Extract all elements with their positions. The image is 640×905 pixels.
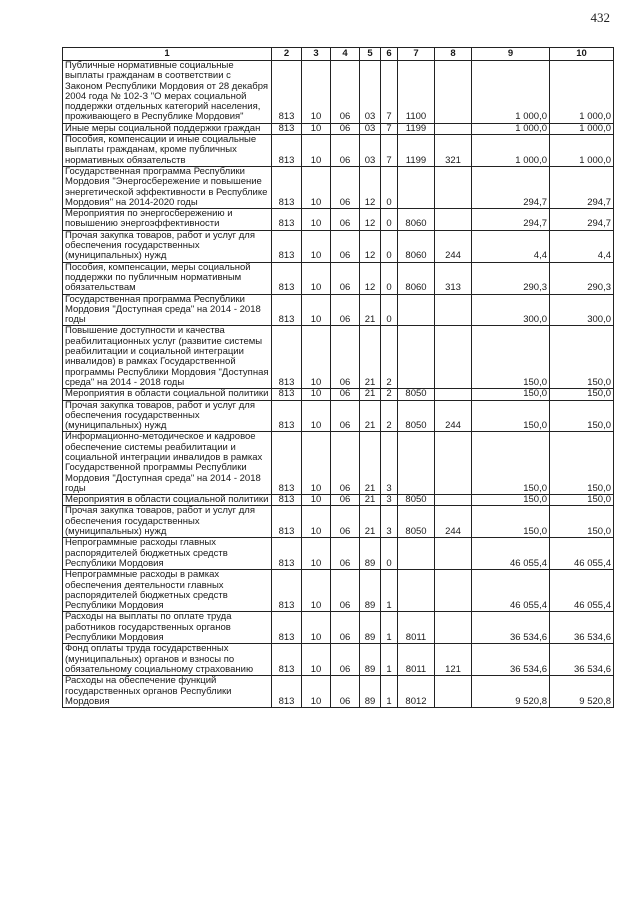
header-cell: 10 xyxy=(550,48,614,61)
program-code-cell: 21 xyxy=(360,326,381,389)
program-code-cell: 21 xyxy=(360,432,381,495)
ministry-code-cell: 813 xyxy=(272,230,302,262)
row-name-cell: Прочая закупка товаров, работ и услуг для обеспечения государственных (муниципальных) нужд xyxy=(63,506,272,538)
section-code-cell: 10 xyxy=(302,294,331,326)
section-code-cell: 10 xyxy=(302,400,331,432)
subprogram-code-cell: 7 xyxy=(381,123,398,134)
amount-total-cell: 9 520,8 xyxy=(550,676,614,708)
direction-code-cell: 8050 xyxy=(398,400,435,432)
program-code-cell: 89 xyxy=(360,644,381,676)
header-cell: 6 xyxy=(381,48,398,61)
row-name-cell: Публичные нормативные социальные выплаты гражданам в соответствии с Законом Республики Мордовия от 28 декабря 2004 года № 102-З "О мерах социальной поддержки отдельных категорий населения, проживающего в Республике Мордовия" xyxy=(63,61,272,124)
subsection-code-cell: 06 xyxy=(331,262,360,294)
ministry-code-cell: 813 xyxy=(272,538,302,570)
header-cell: 1 xyxy=(63,48,272,61)
amount-cell: 150,0 xyxy=(472,400,550,432)
ministry-code-cell: 813 xyxy=(272,166,302,208)
amount-total-cell: 1 000,0 xyxy=(550,135,614,167)
subprogram-code-cell: 2 xyxy=(381,400,398,432)
subsection-code-cell: 06 xyxy=(331,612,360,644)
ministry-code-cell: 813 xyxy=(272,262,302,294)
expense-type-cell xyxy=(435,326,472,389)
table-row xyxy=(63,570,614,612)
program-code-cell: 03 xyxy=(360,123,381,134)
table-row xyxy=(63,326,614,389)
ministry-code-cell: 813 xyxy=(272,123,302,134)
row-name-cell: Пособия, компенсации и иные социальные выплаты гражданам, кроме публичных нормативных обязательств xyxy=(63,135,272,167)
row-name-cell: Непрограммные расходы в рамках обеспечения деятельности главных распорядителей бюджетных средств Республики Мордовия xyxy=(63,570,272,612)
direction-code-cell xyxy=(398,166,435,208)
direction-code-cell: 8060 xyxy=(398,262,435,294)
header-cell: 8 xyxy=(435,48,472,61)
section-code-cell: 10 xyxy=(302,230,331,262)
subsection-code-cell: 06 xyxy=(331,326,360,389)
subprogram-code-cell: 0 xyxy=(381,294,398,326)
amount-total-cell: 294,7 xyxy=(550,209,614,231)
subsection-code-cell: 06 xyxy=(331,294,360,326)
amount-total-cell: 46 055,4 xyxy=(550,538,614,570)
budget-table xyxy=(62,47,614,708)
expense-type-cell: 244 xyxy=(435,400,472,432)
ministry-code-cell: 813 xyxy=(272,612,302,644)
amount-cell: 150,0 xyxy=(472,326,550,389)
amount-total-cell: 290,3 xyxy=(550,262,614,294)
subprogram-code-cell: 0 xyxy=(381,538,398,570)
subprogram-code-cell: 2 xyxy=(381,326,398,389)
row-name-cell: Мероприятия в области социальной политики xyxy=(63,389,272,400)
table-row xyxy=(63,135,614,167)
row-name-cell: Государственная программа Республики Мордовия "Доступная среда" на 2014 - 2018 годы xyxy=(63,294,272,326)
program-code-cell: 89 xyxy=(360,676,381,708)
program-code-cell: 89 xyxy=(360,538,381,570)
direction-code-cell: 1199 xyxy=(398,135,435,167)
page-number: 432 xyxy=(590,10,610,25)
header-cell: 5 xyxy=(360,48,381,61)
expense-type-cell xyxy=(435,676,472,708)
subsection-code-cell: 06 xyxy=(331,389,360,400)
subsection-code-cell: 06 xyxy=(331,432,360,495)
direction-code-cell: 8050 xyxy=(398,389,435,400)
amount-cell: 9 520,8 xyxy=(472,676,550,708)
section-code-cell: 10 xyxy=(302,262,331,294)
amount-total-cell: 294,7 xyxy=(550,166,614,208)
header-cell: 9 xyxy=(472,48,550,61)
ministry-code-cell: 813 xyxy=(272,389,302,400)
section-code-cell: 10 xyxy=(302,495,331,506)
amount-cell: 1 000,0 xyxy=(472,135,550,167)
expense-type-cell: 244 xyxy=(435,506,472,538)
subprogram-code-cell: 1 xyxy=(381,612,398,644)
subprogram-code-cell: 7 xyxy=(381,61,398,124)
amount-total-cell: 4,4 xyxy=(550,230,614,262)
row-name-cell: Повышение доступности и качества реабилитационных услуг (развитие системы реабилитации и социальной интеграции инвалидов) в рамках Государственной программы Республики Мордовия "Доступная среда" на 2014 - 2018 годы xyxy=(63,326,272,389)
ministry-code-cell: 813 xyxy=(272,209,302,231)
table-row xyxy=(63,432,614,495)
subprogram-code-cell: 2 xyxy=(381,389,398,400)
program-code-cell: 12 xyxy=(360,209,381,231)
program-code-cell: 03 xyxy=(360,61,381,124)
subsection-code-cell: 06 xyxy=(331,538,360,570)
row-name-cell: Непрограммные расходы главных распорядителей бюджетных средств Республики Мордовия xyxy=(63,538,272,570)
table-row xyxy=(63,262,614,294)
row-name-cell: Прочая закупка товаров, работ и услуг для обеспечения государственных (муниципальных) нужд xyxy=(63,400,272,432)
direction-code-cell: 1199 xyxy=(398,123,435,134)
subprogram-code-cell: 1 xyxy=(381,570,398,612)
amount-total-cell: 300,0 xyxy=(550,294,614,326)
direction-code-cell xyxy=(398,538,435,570)
amount-cell: 1 000,0 xyxy=(472,123,550,134)
ministry-code-cell: 813 xyxy=(272,495,302,506)
expense-type-cell: 313 xyxy=(435,262,472,294)
amount-total-cell: 150,0 xyxy=(550,495,614,506)
section-code-cell: 10 xyxy=(302,570,331,612)
row-name-cell: Пособия, компенсации, меры социальной поддержки по публичным нормативным обязательствам xyxy=(63,262,272,294)
row-name-cell: Мероприятия по энергосбережению и повышению энергоэффективности xyxy=(63,209,272,231)
table-row xyxy=(63,209,614,231)
direction-code-cell: 8011 xyxy=(398,612,435,644)
ministry-code-cell: 813 xyxy=(272,432,302,495)
expense-type-cell xyxy=(435,294,472,326)
program-code-cell: 12 xyxy=(360,230,381,262)
subprogram-code-cell: 0 xyxy=(381,209,398,231)
amount-cell: 294,7 xyxy=(472,166,550,208)
amount-total-cell: 1 000,0 xyxy=(550,61,614,124)
direction-code-cell: 8050 xyxy=(398,506,435,538)
expense-type-cell xyxy=(435,123,472,134)
header-cell: 3 xyxy=(302,48,331,61)
expense-type-cell xyxy=(435,209,472,231)
direction-code-cell xyxy=(398,294,435,326)
header-cell: 7 xyxy=(398,48,435,61)
program-code-cell: 21 xyxy=(360,495,381,506)
amount-cell: 1 000,0 xyxy=(472,61,550,124)
subsection-code-cell: 06 xyxy=(331,506,360,538)
direction-code-cell xyxy=(398,432,435,495)
table-row xyxy=(63,495,614,506)
amount-cell: 150,0 xyxy=(472,389,550,400)
program-code-cell: 21 xyxy=(360,389,381,400)
section-code-cell: 10 xyxy=(302,612,331,644)
table-row xyxy=(63,400,614,432)
section-code-cell: 10 xyxy=(302,676,331,708)
subprogram-code-cell: 1 xyxy=(381,676,398,708)
expense-type-cell xyxy=(435,570,472,612)
program-code-cell: 12 xyxy=(360,262,381,294)
direction-code-cell: 8050 xyxy=(398,495,435,506)
section-code-cell: 10 xyxy=(302,432,331,495)
header-cell: 2 xyxy=(272,48,302,61)
subprogram-code-cell: 0 xyxy=(381,262,398,294)
table-row xyxy=(63,676,614,708)
table-row xyxy=(63,644,614,676)
amount-cell: 150,0 xyxy=(472,432,550,495)
ministry-code-cell: 813 xyxy=(272,61,302,124)
table-row xyxy=(63,294,614,326)
ministry-code-cell: 813 xyxy=(272,644,302,676)
program-code-cell: 21 xyxy=(360,506,381,538)
amount-total-cell: 150,0 xyxy=(550,389,614,400)
amount-total-cell: 46 055,4 xyxy=(550,570,614,612)
table-row xyxy=(63,166,614,208)
section-code-cell: 10 xyxy=(302,538,331,570)
amount-total-cell: 36 534,6 xyxy=(550,644,614,676)
program-code-cell: 89 xyxy=(360,570,381,612)
amount-cell: 36 534,6 xyxy=(472,644,550,676)
amount-total-cell: 150,0 xyxy=(550,400,614,432)
amount-cell: 4,4 xyxy=(472,230,550,262)
direction-code-cell: 8011 xyxy=(398,644,435,676)
subsection-code-cell: 06 xyxy=(331,209,360,231)
row-name-cell: Прочая закупка товаров, работ и услуг для обеспечения государственных (муниципальных) нужд xyxy=(63,230,272,262)
row-name-cell: Расходы на обеспечение функций государственных органов Республики Мордовия xyxy=(63,676,272,708)
expense-type-cell xyxy=(435,166,472,208)
amount-cell: 46 055,4 xyxy=(472,570,550,612)
amount-cell: 300,0 xyxy=(472,294,550,326)
row-name-cell: Расходы на выплаты по оплате труда работников государственных органов Республики Мордовия xyxy=(63,612,272,644)
expense-type-cell xyxy=(435,538,472,570)
subsection-code-cell: 06 xyxy=(331,495,360,506)
section-code-cell: 10 xyxy=(302,209,331,231)
section-code-cell: 10 xyxy=(302,389,331,400)
ministry-code-cell: 813 xyxy=(272,326,302,389)
direction-code-cell: 8012 xyxy=(398,676,435,708)
direction-code-cell xyxy=(398,570,435,612)
amount-cell: 36 534,6 xyxy=(472,612,550,644)
program-code-cell: 21 xyxy=(360,400,381,432)
expense-type-cell xyxy=(435,61,472,124)
expense-type-cell xyxy=(435,612,472,644)
section-code-cell: 10 xyxy=(302,135,331,167)
ministry-code-cell: 813 xyxy=(272,400,302,432)
header-row xyxy=(63,48,614,61)
ministry-code-cell: 813 xyxy=(272,135,302,167)
row-name-cell: Информационно-методическое и кадровое обеспечение системы реабилитации и социальной интеграции инвалидов в рамках Государственной программы Республики Мордовия "Доступная среда" на 2014 - 2018 годы xyxy=(63,432,272,495)
subsection-code-cell: 06 xyxy=(331,570,360,612)
subsection-code-cell: 06 xyxy=(331,676,360,708)
ministry-code-cell: 813 xyxy=(272,676,302,708)
row-name-cell: Мероприятия в области социальной политики xyxy=(63,495,272,506)
direction-code-cell: 8060 xyxy=(398,230,435,262)
expense-type-cell xyxy=(435,432,472,495)
expense-type-cell xyxy=(435,389,472,400)
subprogram-code-cell: 3 xyxy=(381,432,398,495)
expense-type-cell xyxy=(435,495,472,506)
table-row xyxy=(63,123,614,134)
direction-code-cell: 1100 xyxy=(398,61,435,124)
amount-cell: 294,7 xyxy=(472,209,550,231)
subsection-code-cell: 06 xyxy=(331,123,360,134)
amount-cell: 150,0 xyxy=(472,495,550,506)
section-code-cell: 10 xyxy=(302,166,331,208)
expense-type-cell: 321 xyxy=(435,135,472,167)
amount-cell: 46 055,4 xyxy=(472,538,550,570)
subsection-code-cell: 06 xyxy=(331,400,360,432)
expense-type-cell: 244 xyxy=(435,230,472,262)
program-code-cell: 12 xyxy=(360,166,381,208)
ministry-code-cell: 813 xyxy=(272,294,302,326)
row-name-cell: Государственная программа Республики Мордовия "Энергосбережение и повышение энергетической эффективности в Республике Мордовия" на 2014-2020 годы xyxy=(63,166,272,208)
subprogram-code-cell: 3 xyxy=(381,506,398,538)
amount-total-cell: 36 534,6 xyxy=(550,612,614,644)
amount-cell: 290,3 xyxy=(472,262,550,294)
program-code-cell: 89 xyxy=(360,612,381,644)
ministry-code-cell: 813 xyxy=(272,506,302,538)
table-row xyxy=(63,612,614,644)
subprogram-code-cell: 3 xyxy=(381,495,398,506)
subprogram-code-cell: 1 xyxy=(381,644,398,676)
direction-code-cell: 8060 xyxy=(398,209,435,231)
amount-total-cell: 150,0 xyxy=(550,506,614,538)
subprogram-code-cell: 7 xyxy=(381,135,398,167)
subsection-code-cell: 06 xyxy=(331,61,360,124)
section-code-cell: 10 xyxy=(302,506,331,538)
subprogram-code-cell: 0 xyxy=(381,230,398,262)
amount-total-cell: 150,0 xyxy=(550,326,614,389)
subsection-code-cell: 06 xyxy=(331,644,360,676)
section-code-cell: 10 xyxy=(302,644,331,676)
subsection-code-cell: 06 xyxy=(331,166,360,208)
row-name-cell: Фонд оплаты труда государственных (муниципальных) органов и взносы по обязательному социальному страхованию xyxy=(63,644,272,676)
expense-type-cell: 121 xyxy=(435,644,472,676)
subprogram-code-cell: 0 xyxy=(381,166,398,208)
amount-cell: 150,0 xyxy=(472,506,550,538)
table-row xyxy=(63,538,614,570)
row-name-cell: Иные меры социальной поддержки граждан xyxy=(63,123,272,134)
header-cell: 4 xyxy=(331,48,360,61)
amount-total-cell: 150,0 xyxy=(550,432,614,495)
subsection-code-cell: 06 xyxy=(331,135,360,167)
section-code-cell: 10 xyxy=(302,61,331,124)
section-code-cell: 10 xyxy=(302,123,331,134)
table-row xyxy=(63,506,614,538)
direction-code-cell xyxy=(398,326,435,389)
table-row xyxy=(63,230,614,262)
program-code-cell: 03 xyxy=(360,135,381,167)
subsection-code-cell: 06 xyxy=(331,230,360,262)
ministry-code-cell: 813 xyxy=(272,570,302,612)
table-row xyxy=(63,61,614,124)
amount-total-cell: 1 000,0 xyxy=(550,123,614,134)
program-code-cell: 21 xyxy=(360,294,381,326)
table-row xyxy=(63,389,614,400)
section-code-cell: 10 xyxy=(302,326,331,389)
